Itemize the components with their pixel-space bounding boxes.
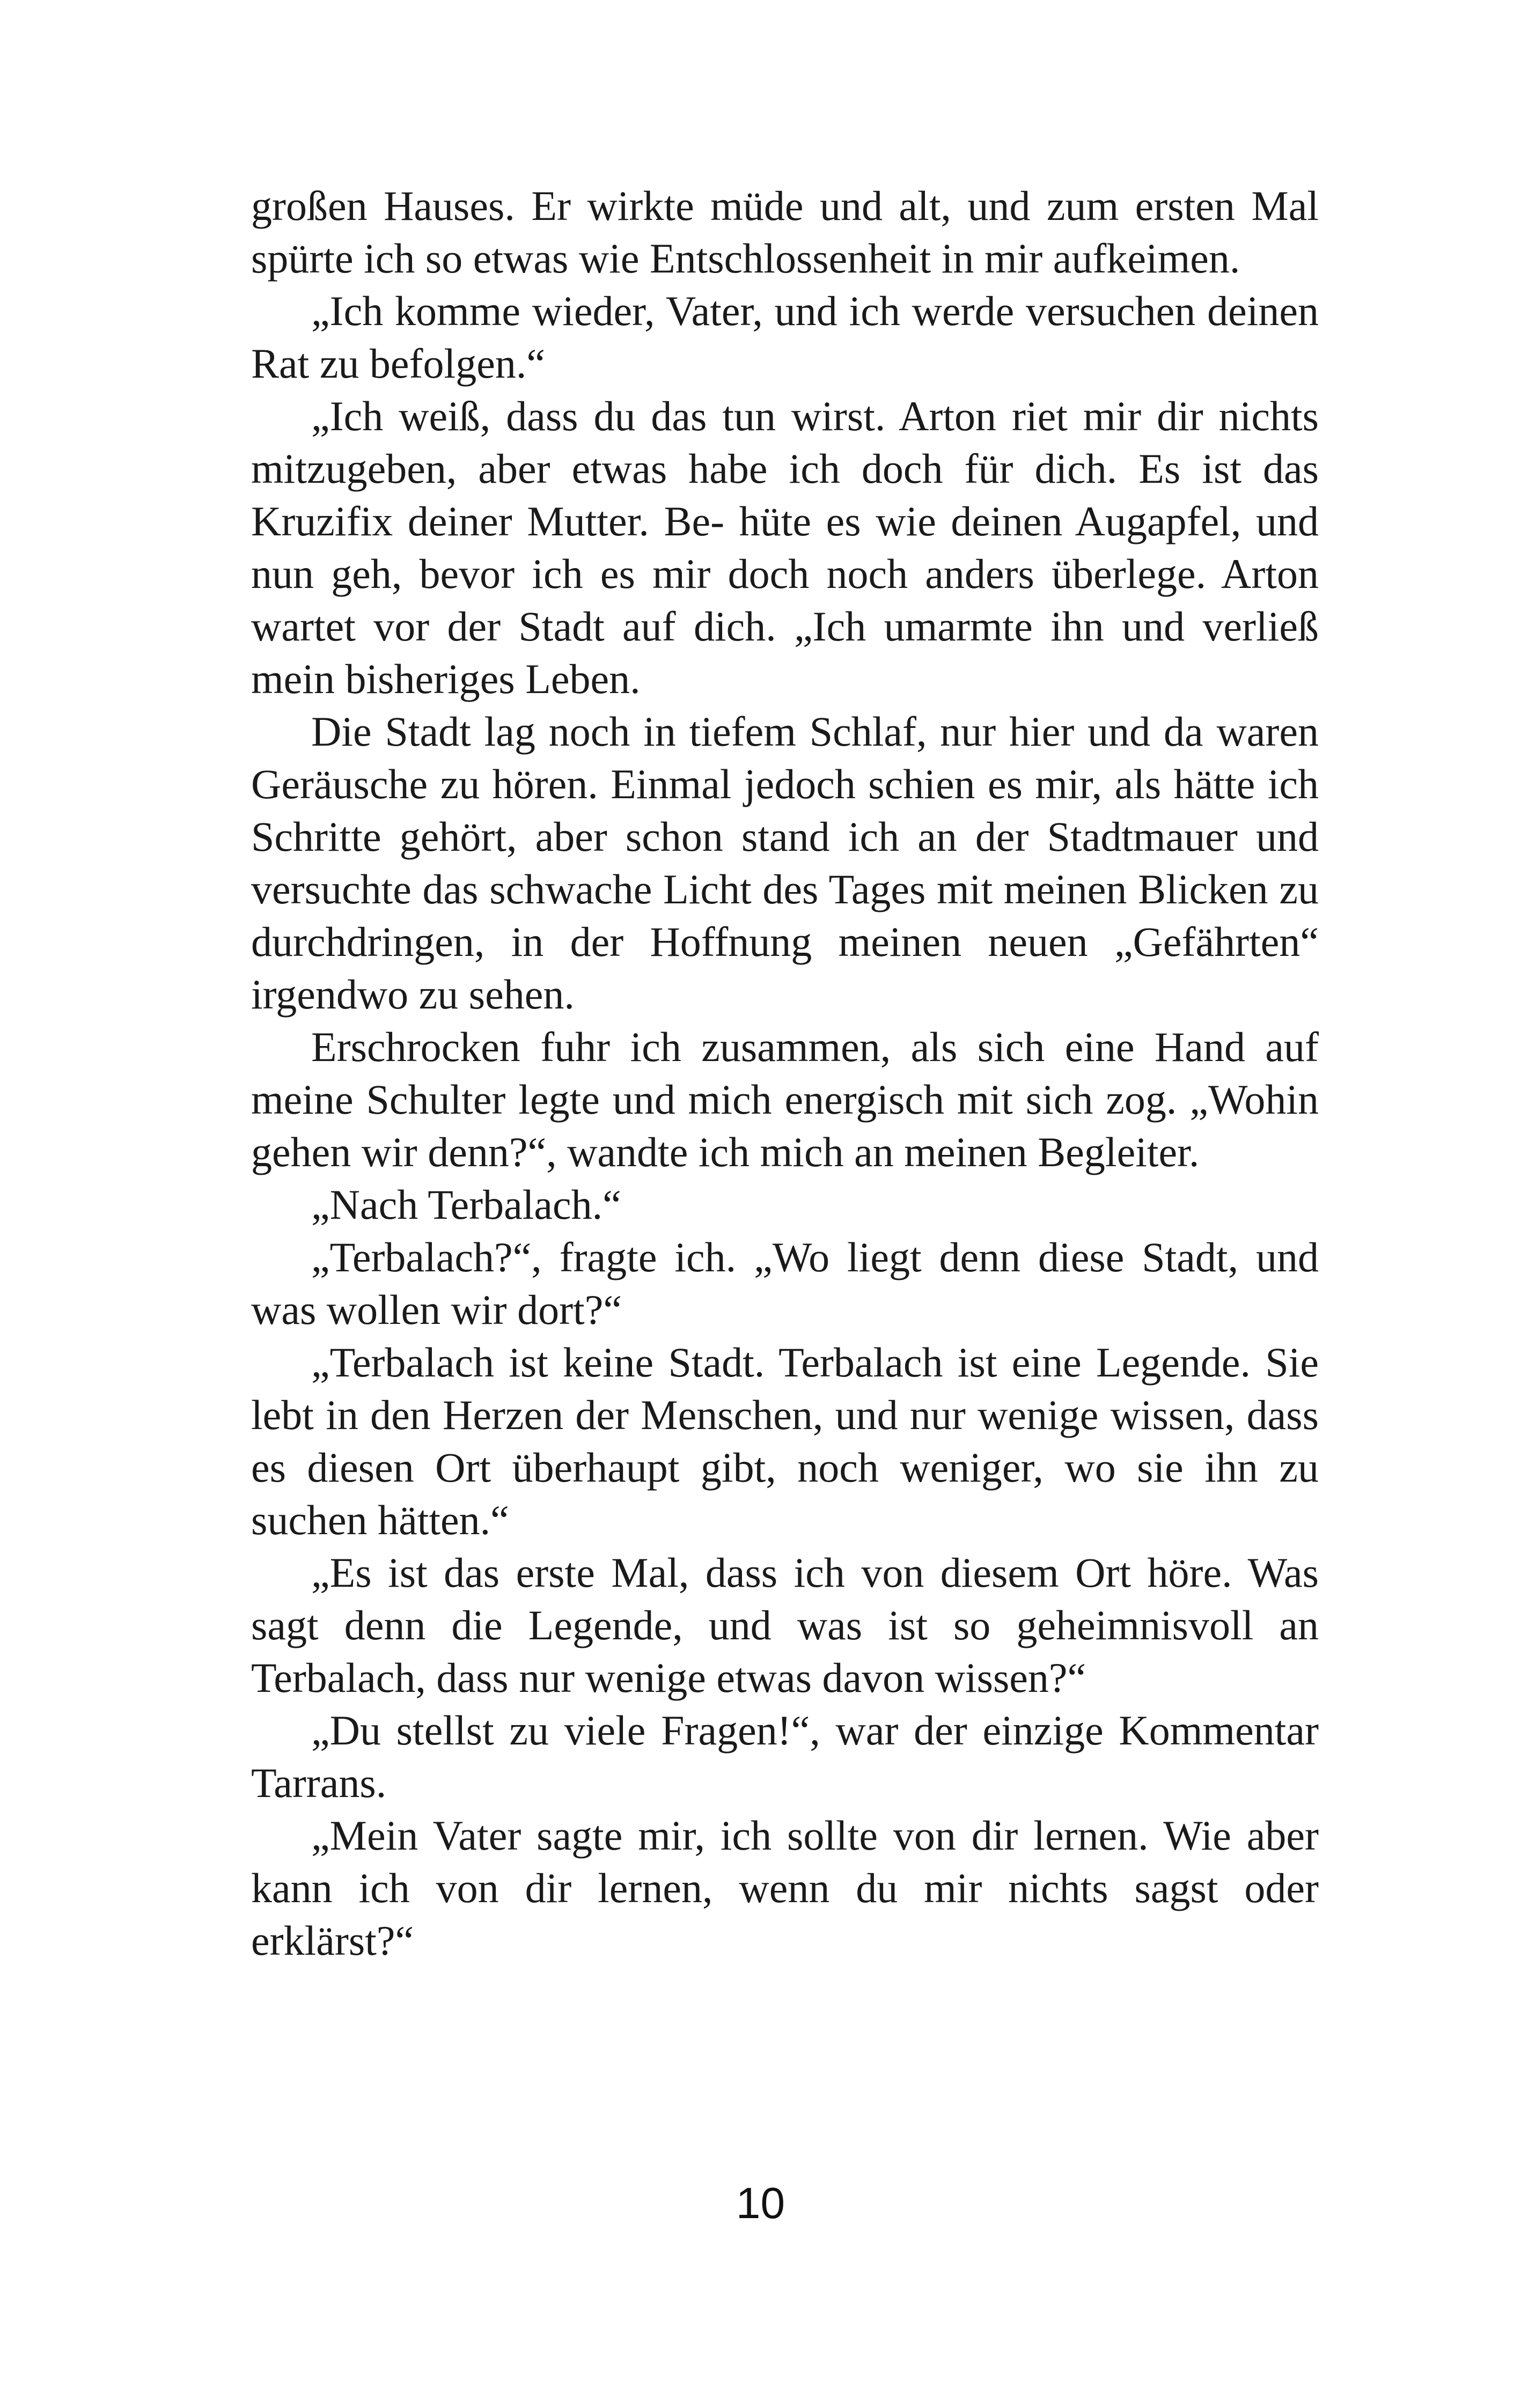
body-text — [251, 180, 1319, 1967]
paragraph: „Nach Terbalach.“ — [311, 1181, 621, 1228]
paragraph: „Mein Vater sagte mir, ich sollte von dir lernen. Wie aber kann ich von dir lernen, wenn du mir nichts sagst oder erklärst?“ — [251, 1812, 1319, 1964]
paragraph: „Es ist das erste Mal, dass ich von diesem Ort höre. Was sagt denn die Legende, und was ist so geheimnisvoll an Terbalach, dass nur wenige etwas davon wissen?“ — [251, 1549, 1319, 1701]
paragraph: „Terbalach ist keine Stadt. Terbalach ist eine Legende. Sie lebt in den Herzen der Menschen, und nur wenige wissen, dass es diesen Ort überhaupt gibt, noch weniger, wo sie ihn zu suchen hätten.“ — [251, 1339, 1319, 1543]
paragraph: Die Stadt lag noch in tiefem Schlaf, nur hier und da waren Geräusche zu hören. Einmal jedoch schien es mir, als hätte ich Schritte gehört, aber schon stand ich an der Stadtmauer und versuchte das schwache Licht des Tages mit meinen Blicken zu durchdringen, in der Hoffnung meinen neuen „Gefährten“ irgendwo zu sehen. — [251, 708, 1319, 1018]
paragraph: „Ich komme wieder, Vater, und ich werde versuchen deinen Rat zu befolgen.“ — [251, 288, 1319, 387]
paragraph: großen Hauses. Er wirkte müde und alt, und zum ersten Mal spürte ich so etwas wie Entschlossenheit in mir aufkeimen. — [251, 182, 1319, 282]
paragraph: „Ich weiß, dass du das tun wirst. Arton riet mir dir nichts mitzugeben, aber etwas habe ich doch für dich. Es ist das Kruzifix deiner Mutter. Be- hüte es wie deinen Augapfel, und nun geh, bevor ich es mir doch noch anders überlege. Arton wartet vor der Stadt auf dich. „Ich umarmte ihn und verließ mein bisheriges Leben. — [251, 393, 1319, 702]
paragraph: „Terbalach?“, fragte ich. „Wo liegt denn diese Stadt, und was wollen wir dort?“ — [251, 1234, 1319, 1333]
page-number: 10 — [736, 2179, 785, 2228]
paragraph: „Du stellst zu viele Fragen!“, war der einzige Kommentar Tarrans. — [251, 1707, 1319, 1806]
paragraph: Erschrocken fuhr ich zusammen, als sich eine Hand auf meine Schulter legte und mich energisch mit sich zog. „Wohin gehen wir denn?“, wandte ich mich an meinen Begleiter. — [251, 1023, 1319, 1175]
